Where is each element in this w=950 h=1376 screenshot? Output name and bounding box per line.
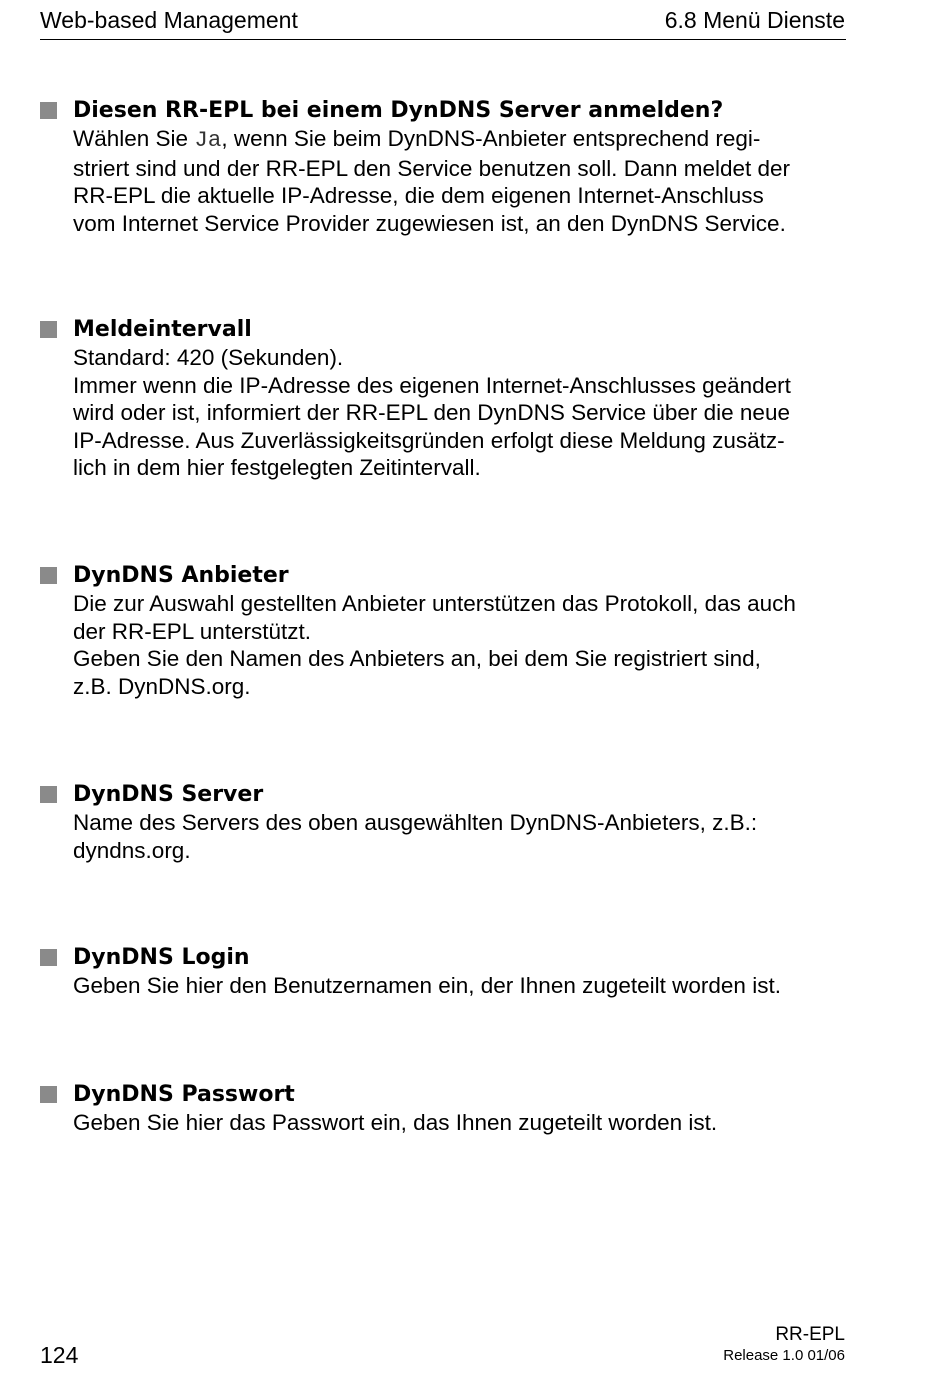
- body-line: Name des Servers des oben ausgewählten DynDNS-Anbieters, z.B.:: [73, 810, 758, 835]
- header-section-title: Web-based Management: [40, 7, 298, 33]
- section-body: [73, 344, 840, 482]
- square-bullet-icon: [40, 102, 57, 119]
- section-body: [73, 125, 840, 237]
- footer-release: Release 1.0 01/06: [723, 1347, 845, 1364]
- section-dyndns-passwort: [40, 1081, 840, 1137]
- body-line: Wählen Sie Ja, wenn Sie beim DynDNS-Anbieter entsprechend regi-: [73, 126, 761, 153]
- section-title: DynDNS Anbieter: [73, 563, 289, 588]
- page-number: 124: [40, 1342, 79, 1368]
- section-dyndns-anbieter: [40, 562, 840, 700]
- body-line: z.B. DynDNS.org.: [73, 673, 251, 699]
- body-line: striert sind und der RR-EPL den Service benutzen soll. Dann meldet der: [73, 155, 791, 181]
- code-value: Ja: [194, 127, 222, 153]
- square-bullet-icon: [40, 1086, 57, 1103]
- section-title: DynDNS Passwort: [73, 1082, 295, 1107]
- section-title: Meldeintervall: [73, 317, 252, 342]
- body-line: Geben Sie hier das Passwort ein, das Ihnen zugeteilt worden ist.: [73, 1110, 718, 1135]
- body-line: dyndns.org.: [73, 837, 191, 863]
- body-line: RR-EPL die aktuelle IP-Adresse, die dem eigenen Internet-Anschluss: [73, 183, 764, 208]
- square-bullet-icon: [40, 786, 57, 803]
- footer-product-name: RR-EPL: [775, 1324, 845, 1345]
- section-dyndns-register: [40, 97, 840, 237]
- header-divider: [40, 39, 846, 40]
- body-line: Geben Sie den Namen des Anbieters an, bei dem Sie registriert sind,: [73, 646, 761, 671]
- section-body: [73, 972, 840, 1000]
- section-meldeintervall: [40, 316, 840, 482]
- body-line: lich in dem hier festgelegten Zeitintervall.: [73, 455, 481, 480]
- body-line: Geben Sie hier den Benutzernamen ein, der Ihnen zugeteilt worden ist.: [73, 973, 781, 998]
- section-body: [73, 809, 840, 864]
- body-line: Die zur Auswahl gestellten Anbieter unterstützen das Protokoll, das auch: [73, 591, 796, 616]
- square-bullet-icon: [40, 567, 57, 584]
- body-line: der RR-EPL unterstützt.: [73, 618, 312, 644]
- body-line: wird oder ist, informiert der RR-EPL den DynDNS Service über die neue: [73, 400, 790, 425]
- section-dyndns-login: [40, 944, 840, 1000]
- section-title: Diesen RR-EPL bei einem DynDNS Server anmelden?: [73, 98, 724, 123]
- section-body: [73, 1109, 840, 1137]
- body-line: Immer wenn die IP-Adresse des eigenen Internet-Anschlusses geändert: [73, 372, 791, 398]
- header-chapter-title: 6.8 Menü Dienste: [664, 7, 845, 33]
- body-line: Standard: 420 (Sekunden).: [73, 345, 344, 370]
- section-title: DynDNS Server: [73, 782, 264, 807]
- square-bullet-icon: [40, 949, 57, 966]
- section-body: [73, 590, 840, 700]
- body-line: IP-Adresse. Aus Zuverlässigkeitsgründen erfolgt diese Meldung zusätz-: [73, 427, 785, 453]
- body-line: vom Internet Service Provider zugewiesen ist, an den DynDNS Service.: [73, 210, 786, 236]
- section-dyndns-server: [40, 781, 840, 864]
- square-bullet-icon: [40, 321, 57, 338]
- section-title: DynDNS Login: [73, 945, 250, 970]
